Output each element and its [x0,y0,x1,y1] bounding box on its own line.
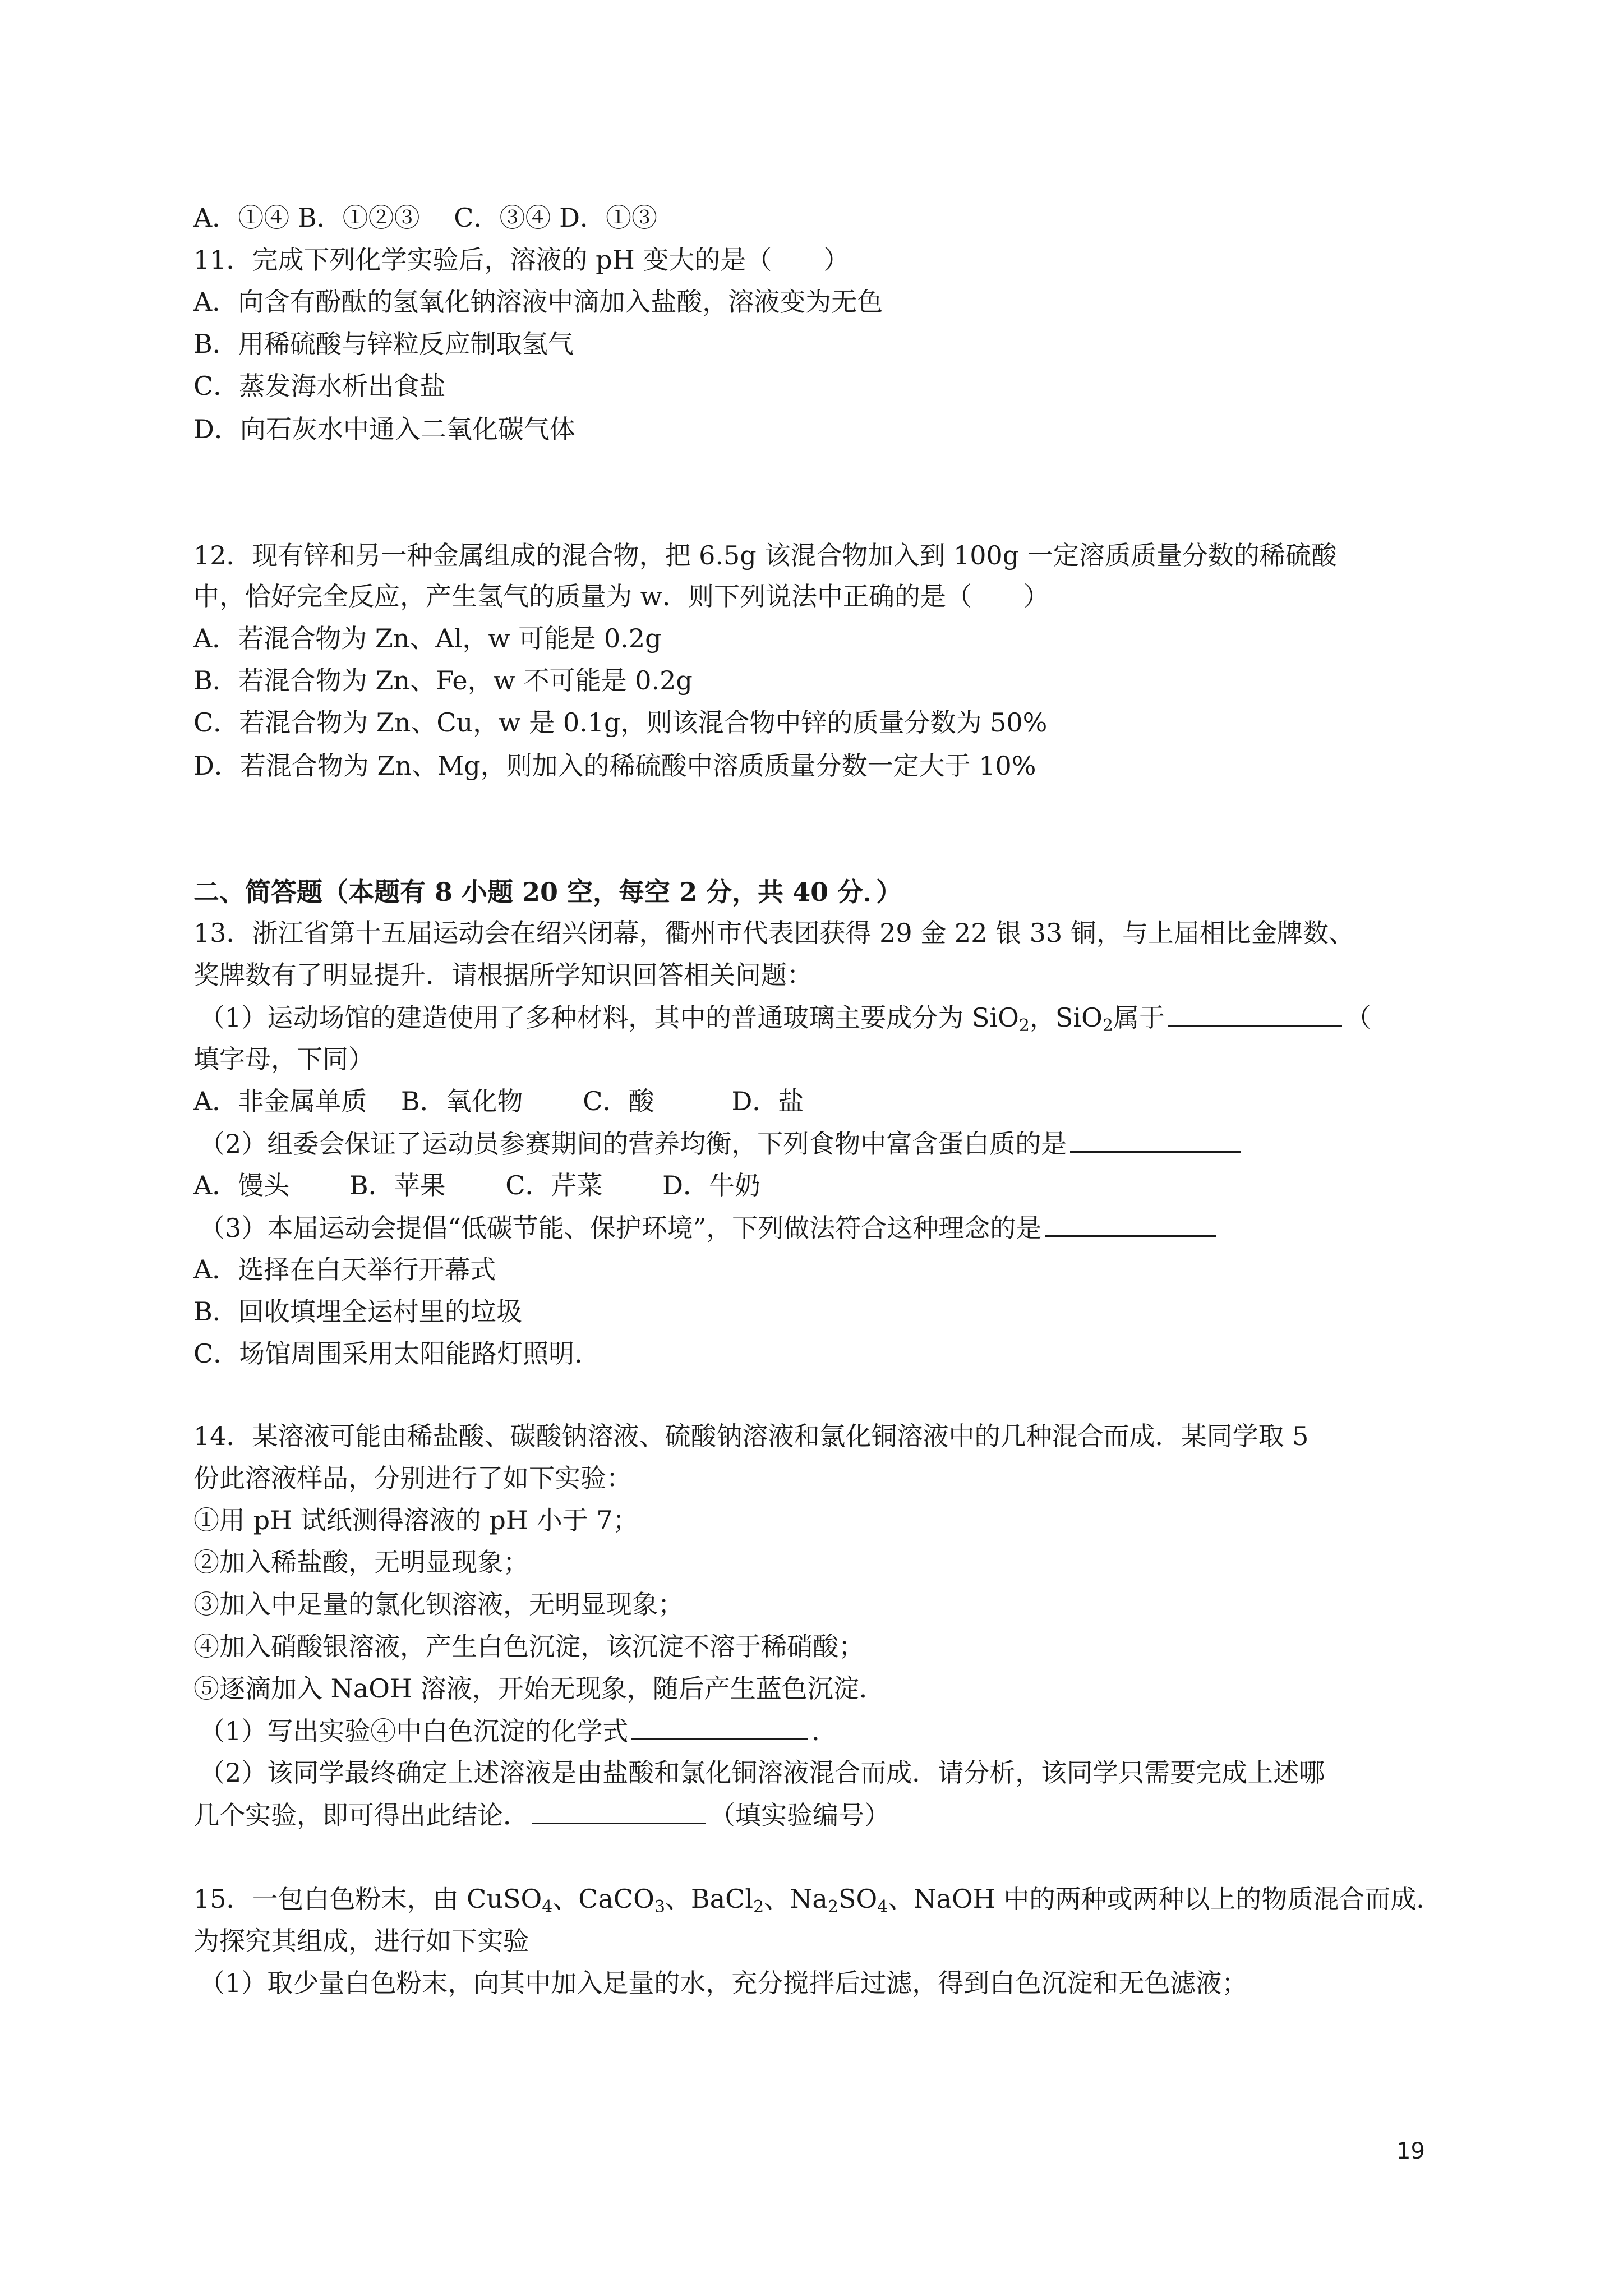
q13-part1-options: A．非金属单质 B．氧化物 C．酸 D．盐 [193,1086,804,1116]
q14-experiment-1: ①用 pH 试纸测得溶液的 pH 小于 7； [193,1505,639,1535]
q11-option-c: C．蒸发海水析出食盐 [193,371,446,401]
q14-stem-line1: 14．某溶液可能由稀盐酸、碳酸钠溶液、硫酸钠溶液和氯化铜溶液中的几种混合而成．某同学取 5 [193,1421,1309,1451]
q15-stem-line2: 为探究其组成，进行如下实验 [193,1926,529,1956]
section-heading: 二、简答题（本题有 8 小题 20 空，每空 2 分，共 40 分．） [193,877,902,907]
q13-part2: （2）组委会保证了运动员参赛期间的营养均衡，下列食物中富含蛋白质的是 [199,1126,1244,1160]
q13-part2-options: A．馒头 B．苹果 C．芹菜 D．牛奶 [193,1170,760,1200]
q12-stem-line1: 12．现有锌和另一种金属组成的混合物，把 6.5g 该混合物加入到 100g 一定溶质质量分数的稀硫酸 [193,540,1337,570]
answer-blank[interactable] [1168,1000,1342,1027]
q10-options: A．①④ B．①②③ C．③④ D．①③ [193,203,657,233]
q12-stem-line2: 中，恰好完全反应，产生氢气的质量为 w．则下列说法中正确的是（ ） [193,581,1049,611]
answer-blank[interactable] [1045,1211,1216,1237]
q12-option-b: B．若混合物为 Zn、Fe，w 不可能是 0.2g [193,665,693,696]
q13-part3-option-b: B．回收填埋全运村里的垃圾 [193,1296,522,1327]
q15-part1: （1）取少量白色粉末，向其中加入足量的水，充分搅拌后过滤，得到白色沉淀和无色滤液； [199,1968,1248,1998]
q14-experiment-5: ⑤逐滴加入 NaOH 溶液，开始无现象，随后产生蓝色沉淀． [193,1673,885,1704]
q14-experiment-2: ②加入稀盐酸，无明显现象； [193,1547,529,1577]
q14-experiment-3: ③加入中足量的氯化钡溶液，无明显现象； [193,1589,684,1619]
q14-stem-line2: 份此溶液样品，分别进行了如下实验： [193,1463,632,1493]
q12-option-d: D．若混合物为 Zn、Mg，则加入的稀硫酸中溶质质量分数一定大于 10% [193,751,1036,781]
q14-part1: （1）写出实验④中白色沉淀的化学式 ． [199,1714,837,1747]
q11-option-d: D．向石灰水中通入二氧化碳气体 [193,414,575,444]
q13-stem-line1: 13．浙江省第十五届运动会在绍兴闭幕，衢州市代表团获得 29 金 22 银 33 铜，与上届相比金牌数、 [193,918,1354,948]
q12-option-c: C．若混合物为 Zn、Cu，w 是 0.1g，则该混合物中锌的质量分数为 50% [193,707,1048,738]
q11-stem: 11．完成下列化学实验后，溶液的 pH 变大的是（ ） [193,245,850,275]
q15-stem-line1: 15．一包白色粉末，由 CuSO$_4$、CaCO$_3$、BaCl$_2$、$Na_2SO_4$、NaOH 中的两种或两种以上的物质混合而成． [193,1884,1442,1917]
q13-part3-option-a: A．选择在白天举行开幕式 [193,1254,496,1285]
q13-part3: （3）本届运动会提倡“低碳节能、保护环境”，下列做法符合这种理念的是 [199,1211,1219,1244]
q13-part1-cont: 填字母，下同） [193,1044,374,1074]
answer-blank[interactable] [1070,1126,1241,1153]
q14-experiment-4: ④加入硝酸银溶液，产生白色沉淀，该沉淀不溶于稀硝酸； [193,1631,864,1662]
q14-part2-line1: （2）该同学最终确定上述溶液是由盐酸和氯化铜溶液混合而成．请分析，该同学只需要完成上述哪 [199,1757,1325,1788]
answer-blank[interactable] [532,1798,706,1824]
q13-stem-line2: 奖牌数有了明显提升．请根据所学知识回答相关问题： [193,960,813,990]
q11-option-b: B．用稀硫酸与锌粒反应制取氢气 [193,329,574,359]
q11-option-a: A．向含有酚酞的氢氧化钠溶液中滴加入盐酸，溶液变为无色 [193,287,883,317]
q13-part1: （1）运动场馆的建造使用了多种材料，其中的普通玻璃主要成分为 SiO$_2$，SiO$_2$属于 （ [199,1000,1371,1034]
q12-option-a: A．若混合物为 Zn、Al，w 可能是 0.2g [193,623,662,654]
answer-blank[interactable] [631,1714,808,1740]
q14-part2-line2: 几个实验，即可得出此结论． （填实验编号） [193,1798,890,1832]
page-number: 19 [1396,2138,1425,2164]
q13-part3-option-c: C．场馆周围采用太阳能路灯照明． [193,1338,601,1369]
